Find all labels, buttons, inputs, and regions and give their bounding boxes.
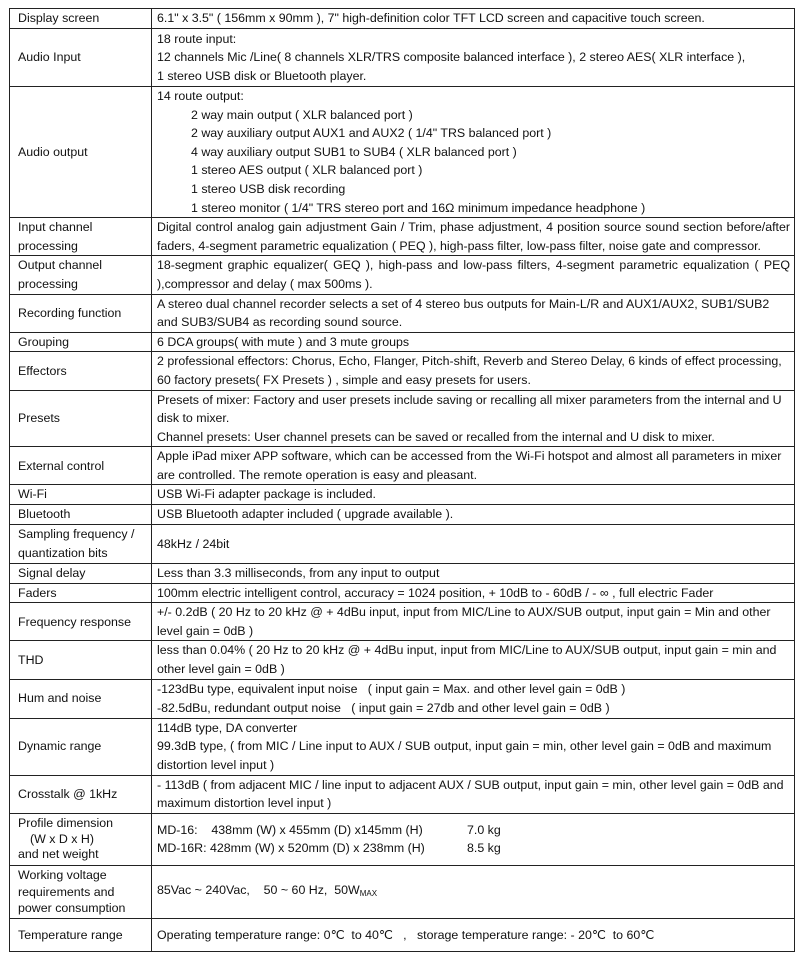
value-line: 2 way auxiliary output AUX1 and AUX2 ( 1/4" TRS balanced port ) (191, 126, 552, 141)
value-line: 4 way auxiliary output SUB1 to SUB4 ( XLR balanced port ) (191, 144, 517, 159)
label-line: Input channel (18, 220, 93, 235)
row-value: less than 0.04% ( 20 Hz to 20 kHz @ + 4dBu input, input from MIC/Line to AUX/SUB output, input gain = min and other level gain = 0dB ) (152, 641, 795, 679)
row-value (152, 679, 795, 718)
row-label: Effectors (10, 352, 152, 390)
row-value: USB Wi-Fi adapter package is included. (152, 485, 795, 505)
table-row (10, 9, 795, 29)
value-line: 1 stereo USB disk or Bluetooth player. (157, 68, 367, 83)
row-value (152, 390, 795, 447)
row-label: Presets (10, 390, 152, 447)
row-value (152, 813, 795, 865)
row-value (152, 29, 795, 87)
table-row (10, 813, 795, 865)
model-weight: 8.5 kg (467, 841, 501, 856)
label-line: power consumption (18, 901, 126, 916)
row-value: 48kHz / 24bit (152, 525, 795, 564)
label-line: Sampling frequency / (18, 527, 135, 542)
table-row (10, 603, 795, 641)
row-value: 2 professional effectors: Chorus, Echo, Flanger, Pitch-shift, Reverb and Stereo Delay, 6 kinds of effect processing, 60 factory presets( FX Presets ) , simple and easy presets for users. (152, 352, 795, 390)
table-row (10, 918, 795, 951)
table-row (10, 29, 795, 87)
table-row (10, 390, 795, 447)
label-line: requirements and (18, 884, 115, 899)
power-text: 85Vac ~ 240Vac, 50 ~ 60 Hz, 50W (157, 882, 360, 897)
table-row (10, 865, 795, 918)
row-label (10, 218, 152, 256)
label-line: processing (18, 238, 78, 253)
label-line: (W x D x H) (30, 831, 95, 846)
model-dimensions: MD-16: 438mm (W) x 455mm (D) x145mm (H) (157, 822, 423, 837)
value-line: 14 route output: (157, 89, 244, 103)
row-value: 6.1" x 3.5" ( 156mm x 90mm ), 7" high-definition color TFT LCD screen and capacitive touch screen. (152, 9, 795, 29)
row-label: Audio output (10, 87, 152, 218)
row-label: Frequency response (10, 603, 152, 641)
label-line: Profile dimension (18, 816, 114, 831)
row-value: Operating temperature range: 0℃ to 40℃ , storage temperature range: - 20℃ to 60℃ (152, 918, 795, 951)
row-value: A stereo dual channel recorder selects a set of 4 stereo bus outputs for Main-L/R and AUX1/AUX2, SUB1/SUB2 and SUB3/SUB4 as recording sound source. (152, 294, 795, 332)
table-row (10, 583, 795, 603)
table-row (10, 641, 795, 679)
model-line (157, 821, 790, 840)
value-line: -123dBu type, equivalent input noise ( input gain = Max. and other level gain = 0dB ) (157, 682, 626, 697)
value-paragraph: Channel presets: User channel presets can be saved or recalled from the internal and U disk to mixer. (157, 429, 715, 444)
row-value: USB Bluetooth adapter included ( upgrade available ). (152, 505, 795, 525)
table-row (10, 294, 795, 332)
row-value: 18-segment graphic equalizer( GEQ ), high-pass and low-pass filters, 4-segment parametric equalization ( PEQ ),compressor and delay ( max 500ms ). (152, 256, 795, 294)
row-label: Audio Input (10, 29, 152, 87)
table-row (10, 775, 795, 813)
row-label (10, 256, 152, 294)
row-value: - 113dB ( from adjacent MIC / line input to adjacent AUX / SUB output, input gain = min, other level gain = 0dB and maximum distortion level input ) (152, 775, 795, 813)
row-label: Faders (10, 583, 152, 603)
table-row (10, 679, 795, 718)
row-value: Digital control analog gain adjustment Gain / Trim, phase adjustment, 4 position source sound section before/after faders, 4-segment parametric equalization ( PEQ ), high-pass filter, low-pass filter, noise gate and compressor. (152, 218, 795, 256)
value-line: 1 stereo USB disk recording (191, 181, 346, 196)
table-row (10, 352, 795, 390)
row-label: Display screen (10, 9, 152, 29)
value-paragraph: 99.3dB type, ( from MIC / Line input to AUX / SUB output, input gain = min, other level gain = 0dB and maximum distortion level input ) (157, 739, 772, 772)
row-label (10, 813, 152, 865)
row-value (152, 718, 795, 775)
row-label: External control (10, 447, 152, 485)
table-row (10, 718, 795, 775)
row-value: 100mm electric intelligent control, accuracy = 1024 position, + 10dB to - 60dB / - ∞ , full electric Fader (152, 583, 795, 603)
row-label: Grouping (10, 332, 152, 352)
model-weight: 7.0 kg (467, 822, 501, 837)
row-label: Temperature range (10, 918, 152, 951)
label-line: and net weight (18, 847, 99, 862)
label-line: Working voltage (18, 868, 107, 883)
table-row (10, 87, 795, 218)
value-line: 12 channels Mic /Line( 8 channels XLR/TRS composite balanced interface ), 2 stereo AES( XLR interface ), (157, 50, 746, 65)
row-label: Hum and noise (10, 679, 152, 718)
table-row (10, 332, 795, 352)
label-line: Output channel (18, 258, 103, 273)
table-row (10, 256, 795, 294)
value-line: 1 stereo monitor ( 1/4" TRS stereo port and 16Ω minimum impedance headphone ) (191, 200, 646, 215)
table-row (10, 218, 795, 256)
row-label: Crosstalk @ 1kHz (10, 775, 152, 813)
table-row (10, 485, 795, 505)
row-label: Signal delay (10, 564, 152, 584)
value-line: -82.5dBu, redundant output noise ( input gain = 27db and other level gain = 0dB ) (157, 700, 610, 715)
table-row (10, 525, 795, 564)
row-label: THD (10, 641, 152, 679)
model-dimensions: MD-16R: 428mm (W) x 520mm (D) x 238mm (H) (157, 841, 425, 856)
table-row (10, 447, 795, 485)
power-subscript: MAX (359, 888, 378, 898)
value-line: 18 route input: (157, 31, 237, 46)
value-line: 2 way main output ( XLR balanced port ) (191, 107, 413, 122)
row-value (152, 865, 795, 918)
table-row (10, 505, 795, 525)
row-value: Less than 3.3 milliseconds, from any input to output (152, 564, 795, 584)
label-line: quantization bits (18, 546, 108, 561)
spec-table (9, 8, 795, 952)
row-value: 6 DCA groups( with mute ) and 3 mute groups (152, 332, 795, 352)
value-paragraph: Presets of mixer: Factory and user presets include saving or recalling all mixer parameters from the internal and U disk to mixer. (157, 392, 782, 426)
table-row (10, 564, 795, 584)
row-value: +/- 0.2dB ( 20 Hz to 20 kHz @ + 4dBu input, input from MIC/Line to AUX/SUB output, input gain = Min and other level gain = 0dB ) (152, 603, 795, 641)
row-label: Recording function (10, 294, 152, 332)
model-line (157, 839, 790, 858)
row-label (10, 525, 152, 564)
value-line: 1 stereo AES output ( XLR balanced port ) (191, 163, 423, 178)
row-label (10, 865, 152, 918)
row-label: Wi-Fi (10, 485, 152, 505)
value-line: 114dB type, DA converter (157, 720, 298, 735)
row-value (152, 87, 795, 218)
row-label: Bluetooth (10, 505, 152, 525)
row-label: Dynamic range (10, 718, 152, 775)
label-line: processing (18, 276, 78, 291)
row-value: Apple iPad mixer APP software, which can be accessed from the Wi-Fi hotspot and almost all parameters in mixer are controlled. The remote operation is easy and pleasant. (152, 447, 795, 485)
